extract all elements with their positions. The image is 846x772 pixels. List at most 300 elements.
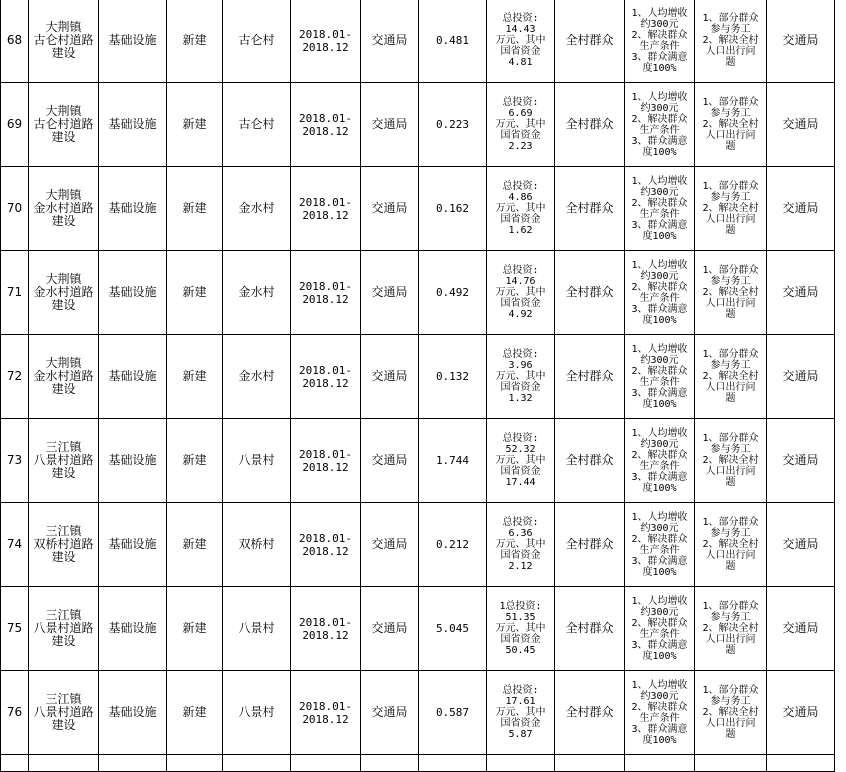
project-name-line: 古仑村道路	[33, 117, 94, 131]
benefit-line: 题	[725, 729, 736, 740]
project-name-cell	[29, 83, 99, 167]
implementing-unit-cell: 交通局	[361, 167, 419, 251]
project-name-line: 八景村道路	[33, 453, 94, 467]
category-cell: 基础设施	[99, 251, 167, 335]
investment-line: 总投资:	[502, 13, 539, 24]
goals-line: 3、群众满意	[631, 639, 688, 651]
table-row	[1, 671, 835, 755]
period-line: 2018.01-	[299, 699, 352, 713]
construction-type-cell: 新建	[167, 503, 223, 587]
project-name-line: 建设	[51, 214, 76, 228]
investment-line: 50.45	[505, 645, 536, 656]
benefit-line: 1、部分群众	[702, 517, 759, 528]
construction-type-cell: 新建	[167, 0, 223, 83]
investment-line: 总投资:	[502, 97, 539, 108]
row-number-cell: 69	[1, 83, 29, 167]
benefit-line: 2、解决全村	[702, 35, 759, 46]
investment-line: 国省资金	[500, 46, 541, 57]
investment-line: 万元、其中	[495, 455, 546, 466]
row-number-cell: 76	[1, 671, 29, 755]
investment-line: 1.32	[508, 393, 533, 404]
empty-cell	[29, 755, 99, 772]
construction-type-cell: 新建	[167, 167, 223, 251]
beneficiary-cell: 全村群众	[555, 503, 625, 587]
investment-line: 3.96	[508, 360, 533, 371]
project-name-line: 三江镇	[45, 692, 82, 706]
period-line: 2018.12	[302, 292, 349, 306]
category-cell: 基础设施	[99, 587, 167, 671]
village-cell: 八景村	[223, 419, 291, 503]
amount-cell: 0.212	[419, 503, 487, 587]
benefit-mechanism-cell	[695, 587, 767, 671]
benefit-line: 参与务工	[710, 192, 751, 203]
investment-line: 国省资金	[500, 718, 541, 729]
project-name-line: 建设	[51, 130, 76, 144]
goals-line: 度100%	[642, 650, 677, 662]
benefit-line: 参与务工	[710, 24, 751, 35]
goals-line: 1、人均增收	[631, 679, 688, 691]
project-name-cell	[29, 167, 99, 251]
project-name-line: 八景村道路	[33, 621, 94, 635]
project-name-cell	[29, 419, 99, 503]
benefit-line: 参与务工	[710, 360, 751, 371]
investment-line: 14.76	[505, 276, 536, 287]
goals-cell	[625, 251, 695, 335]
investment-cell	[487, 587, 555, 671]
project-name-line: 双桥村道路	[33, 537, 94, 551]
implementing-unit-cell: 交通局	[361, 503, 419, 587]
table-row	[1, 335, 835, 419]
investment-line: 万元、其中	[495, 203, 546, 214]
benefit-line: 参与务工	[710, 108, 751, 119]
project-name-line: 建设	[51, 634, 76, 648]
investment-line: 总投资:	[502, 517, 539, 528]
empty-cell	[487, 755, 555, 772]
investment-line: 总投资:	[502, 433, 539, 444]
period-line: 2018.01-	[299, 363, 352, 377]
goals-cell	[625, 503, 695, 587]
investment-cell	[487, 83, 555, 167]
beneficiary-cell: 全村群众	[555, 587, 625, 671]
empty-cell	[419, 755, 487, 772]
investment-line: 6.69	[508, 108, 533, 119]
goals-cell	[625, 0, 695, 83]
goals-line: 约300元	[640, 270, 679, 282]
row-number-cell: 72	[1, 335, 29, 419]
goals-cell	[625, 419, 695, 503]
project-name-line: 三江镇	[45, 440, 82, 454]
project-name-line: 古仑村道路	[33, 33, 94, 47]
period-cell	[291, 503, 361, 587]
goals-line: 2、解决群众	[631, 701, 688, 713]
benefit-line: 题	[725, 57, 736, 68]
goals-line: 度100%	[642, 566, 677, 578]
goals-line: 3、群众满意	[631, 303, 688, 315]
amount-cell: 0.481	[419, 0, 487, 83]
goals-line: 2、解决群众	[631, 449, 688, 461]
department-cell: 交通局	[767, 671, 835, 755]
goals-line: 2、解决群众	[631, 617, 688, 629]
investment-line: 万元、其中	[495, 623, 546, 634]
goals-line: 生产条件	[639, 376, 680, 388]
project-name-line: 三江镇	[45, 608, 82, 622]
category-cell: 基础设施	[99, 167, 167, 251]
investment-line: 国省资金	[500, 466, 541, 477]
table-body	[1, 0, 835, 772]
project-name-cell	[29, 503, 99, 587]
goals-line: 1、人均增收	[631, 595, 688, 607]
department-cell: 交通局	[767, 419, 835, 503]
goals-line: 生产条件	[639, 460, 680, 472]
period-cell	[291, 419, 361, 503]
category-cell: 基础设施	[99, 419, 167, 503]
benefit-line: 人口出行问	[705, 382, 756, 393]
investment-line: 万元、其中	[495, 35, 546, 46]
benefit-line: 1、部分群众	[702, 265, 759, 276]
empty-cell	[167, 755, 223, 772]
benefit-line: 题	[725, 645, 736, 656]
period-cell	[291, 671, 361, 755]
category-cell: 基础设施	[99, 671, 167, 755]
empty-cell	[555, 755, 625, 772]
goals-line: 1、人均增收	[631, 511, 688, 523]
empty-cell	[223, 755, 291, 772]
goals-line: 生产条件	[639, 208, 680, 220]
investment-line: 14.43	[505, 24, 536, 35]
investment-line: 国省资金	[500, 298, 541, 309]
investment-line: 国省资金	[500, 634, 541, 645]
investment-line: 国省资金	[500, 382, 541, 393]
project-name-line: 金水村道路	[33, 201, 94, 215]
village-cell: 金水村	[223, 335, 291, 419]
period-line: 2018.01-	[299, 447, 352, 461]
benefit-line: 2、解决全村	[702, 455, 759, 466]
benefit-mechanism-cell	[695, 419, 767, 503]
benefit-line: 1、部分群众	[702, 349, 759, 360]
period-line: 2018.12	[302, 628, 349, 642]
goals-line: 1、人均增收	[631, 175, 688, 187]
goals-cell	[625, 671, 695, 755]
benefit-line: 1、部分群众	[702, 97, 759, 108]
goals-line: 3、群众满意	[631, 555, 688, 567]
investment-line: 总投资:	[502, 349, 539, 360]
implementing-unit-cell: 交通局	[361, 83, 419, 167]
project-name-line: 大荆镇	[45, 356, 82, 370]
period-line: 2018.01-	[299, 27, 352, 41]
village-cell: 金水村	[223, 251, 291, 335]
project-name-line: 金水村道路	[33, 369, 94, 383]
implementing-unit-cell: 交通局	[361, 587, 419, 671]
project-name-line: 金水村道路	[33, 285, 94, 299]
implementing-unit-cell: 交通局	[361, 335, 419, 419]
row-number-cell: 73	[1, 419, 29, 503]
project-name-cell	[29, 587, 99, 671]
row-number-cell: 71	[1, 251, 29, 335]
goals-line: 3、群众满意	[631, 219, 688, 231]
goals-line: 约300元	[640, 186, 679, 198]
period-cell	[291, 0, 361, 83]
investment-line: 国省资金	[500, 550, 541, 561]
goals-line: 生产条件	[639, 712, 680, 724]
benefit-line: 1、部分群众	[702, 685, 759, 696]
row-number-cell: 75	[1, 587, 29, 671]
benefit-line: 人口出行问	[705, 634, 756, 645]
project-name-line: 建设	[51, 46, 76, 60]
benefit-line: 题	[725, 561, 736, 572]
beneficiary-cell: 全村群众	[555, 83, 625, 167]
goals-line: 度100%	[642, 482, 677, 494]
goals-line: 1、人均增收	[631, 7, 688, 19]
beneficiary-cell: 全村群众	[555, 335, 625, 419]
empty-cell	[291, 755, 361, 772]
period-cell	[291, 251, 361, 335]
goals-line: 3、群众满意	[631, 471, 688, 483]
amount-cell: 0.223	[419, 83, 487, 167]
goals-cell	[625, 167, 695, 251]
goals-line: 生产条件	[639, 292, 680, 304]
table-row	[1, 503, 835, 587]
project-name-line: 大荆镇	[45, 272, 82, 286]
project-name-cell	[29, 0, 99, 83]
investment-line: 4.81	[508, 57, 533, 68]
department-cell: 交通局	[767, 335, 835, 419]
goals-line: 度100%	[642, 314, 677, 326]
benefit-mechanism-cell	[695, 0, 767, 83]
investment-line: 总投资:	[502, 685, 539, 696]
amount-cell: 0.587	[419, 671, 487, 755]
project-name-line: 三江镇	[45, 524, 82, 538]
benefit-line: 参与务工	[710, 444, 751, 455]
goals-line: 3、群众满意	[631, 387, 688, 399]
goals-cell	[625, 335, 695, 419]
investment-cell	[487, 503, 555, 587]
empty-cell	[361, 755, 419, 772]
benefit-line: 1、部分群众	[702, 181, 759, 192]
table-row	[1, 419, 835, 503]
implementing-unit-cell: 交通局	[361, 419, 419, 503]
implementing-unit-cell: 交通局	[361, 0, 419, 83]
table-row	[1, 587, 835, 671]
village-cell: 八景村	[223, 671, 291, 755]
period-cell	[291, 83, 361, 167]
benefit-mechanism-cell	[695, 671, 767, 755]
period-line: 2018.01-	[299, 615, 352, 629]
project-name-line: 八景村道路	[33, 705, 94, 719]
goals-line: 2、解决群众	[631, 29, 688, 41]
period-cell	[291, 335, 361, 419]
category-cell: 基础设施	[99, 0, 167, 83]
investment-line: 万元、其中	[495, 539, 546, 550]
table-row	[1, 83, 835, 167]
benefit-line: 人口出行问	[705, 718, 756, 729]
project-name-line: 大荆镇	[45, 104, 82, 118]
investment-cell	[487, 251, 555, 335]
goals-line: 2、解决群众	[631, 533, 688, 545]
implementing-unit-cell: 交通局	[361, 671, 419, 755]
goals-cell	[625, 587, 695, 671]
project-name-cell	[29, 251, 99, 335]
department-cell: 交通局	[767, 83, 835, 167]
village-cell: 双桥村	[223, 503, 291, 587]
period-line: 2018.01-	[299, 531, 352, 545]
investment-line: 52.32	[505, 444, 536, 455]
project-name-line: 大荆镇	[45, 20, 82, 34]
project-name-line: 建设	[51, 382, 76, 396]
amount-cell: 0.132	[419, 335, 487, 419]
goals-line: 3、群众满意	[631, 51, 688, 63]
amount-cell: 0.492	[419, 251, 487, 335]
investment-line: 4.86	[508, 192, 533, 203]
benefit-line: 2、解决全村	[702, 623, 759, 634]
benefit-line: 2、解决全村	[702, 707, 759, 718]
goals-line: 生产条件	[639, 628, 680, 640]
empty-cell	[99, 755, 167, 772]
period-line: 2018.12	[302, 460, 349, 474]
benefit-line: 2、解决全村	[702, 287, 759, 298]
benefit-line: 2、解决全村	[702, 371, 759, 382]
goals-line: 度100%	[642, 230, 677, 242]
project-name-cell	[29, 335, 99, 419]
beneficiary-cell: 全村群众	[555, 167, 625, 251]
investment-line: 2.12	[508, 561, 533, 572]
period-cell	[291, 587, 361, 671]
benefit-line: 题	[725, 393, 736, 404]
construction-type-cell: 新建	[167, 671, 223, 755]
benefit-line: 人口出行问	[705, 214, 756, 225]
goals-line: 1、人均增收	[631, 343, 688, 355]
amount-cell: 5.045	[419, 587, 487, 671]
benefit-line: 人口出行问	[705, 298, 756, 309]
table-row	[1, 251, 835, 335]
investment-line: 4.92	[508, 309, 533, 320]
investment-line: 17.44	[505, 477, 536, 488]
goals-line: 度100%	[642, 734, 677, 746]
investment-line: 万元、其中	[495, 707, 546, 718]
goals-line: 度100%	[642, 398, 677, 410]
goals-line: 生产条件	[639, 544, 680, 556]
empty-cell	[1, 755, 29, 772]
goals-line: 约300元	[640, 18, 679, 30]
benefit-line: 人口出行问	[705, 130, 756, 141]
benefit-line: 题	[725, 141, 736, 152]
investment-line: 总投资:	[502, 181, 539, 192]
goals-line: 约300元	[640, 690, 679, 702]
benefit-line: 题	[725, 225, 736, 236]
village-cell: 金水村	[223, 167, 291, 251]
category-cell: 基础设施	[99, 83, 167, 167]
benefit-line: 人口出行问	[705, 46, 756, 57]
period-line: 2018.01-	[299, 195, 352, 209]
investment-line: 6.36	[508, 528, 533, 539]
row-number-cell: 68	[1, 0, 29, 83]
investment-cell	[487, 671, 555, 755]
goals-line: 约300元	[640, 522, 679, 534]
investment-line: 万元、其中	[495, 371, 546, 382]
investment-cell	[487, 0, 555, 83]
investment-line: 万元、其中	[495, 119, 546, 130]
investment-line: 国省资金	[500, 130, 541, 141]
category-cell: 基础设施	[99, 503, 167, 587]
benefit-mechanism-cell	[695, 167, 767, 251]
goals-cell	[625, 83, 695, 167]
department-cell: 交通局	[767, 0, 835, 83]
department-cell: 交通局	[767, 251, 835, 335]
benefit-line: 题	[725, 477, 736, 488]
benefit-line: 参与务工	[710, 528, 751, 539]
benefit-line: 参与务工	[710, 696, 751, 707]
project-name-line: 建设	[51, 466, 76, 480]
category-cell: 基础设施	[99, 335, 167, 419]
period-line: 2018.12	[302, 124, 349, 138]
village-cell: 八景村	[223, 587, 291, 671]
goals-line: 1、人均增收	[631, 259, 688, 271]
benefit-mechanism-cell	[695, 83, 767, 167]
investment-line: 国省资金	[500, 214, 541, 225]
empty-cell	[625, 755, 695, 772]
goals-line: 3、群众满意	[631, 723, 688, 735]
benefit-line: 1、部分群众	[702, 13, 759, 24]
construction-type-cell: 新建	[167, 251, 223, 335]
beneficiary-cell: 全村群众	[555, 251, 625, 335]
investment-line: 万元、其中	[495, 287, 546, 298]
goals-line: 2、解决群众	[631, 197, 688, 209]
period-line: 2018.12	[302, 376, 349, 390]
village-cell: 古仑村	[223, 83, 291, 167]
department-cell: 交通局	[767, 167, 835, 251]
period-line: 2018.12	[302, 40, 349, 54]
goals-line: 2、解决群众	[631, 113, 688, 125]
investment-line: 2.23	[508, 141, 533, 152]
table-row	[1, 0, 835, 83]
goals-line: 2、解决群众	[631, 365, 688, 377]
investment-cell	[487, 335, 555, 419]
benefit-mechanism-cell	[695, 335, 767, 419]
project-name-line: 建设	[51, 298, 76, 312]
project-name-line: 建设	[51, 550, 76, 564]
empty-cell	[695, 755, 767, 772]
goals-line: 1、人均增收	[631, 91, 688, 103]
amount-cell: 0.162	[419, 167, 487, 251]
construction-type-cell: 新建	[167, 335, 223, 419]
goals-line: 2、解决群众	[631, 281, 688, 293]
project-name-cell	[29, 671, 99, 755]
project-name-line: 大荆镇	[45, 188, 82, 202]
goals-line: 度100%	[642, 146, 677, 158]
benefit-mechanism-cell	[695, 503, 767, 587]
period-line: 2018.01-	[299, 279, 352, 293]
benefit-line: 人口出行问	[705, 550, 756, 561]
investment-line: 5.87	[508, 729, 533, 740]
goals-line: 生产条件	[639, 124, 680, 136]
benefit-line: 2、解决全村	[702, 119, 759, 130]
benefit-line: 1、部分群众	[702, 601, 759, 612]
goals-line: 约300元	[640, 438, 679, 450]
table-row-partial	[1, 755, 835, 772]
benefit-line: 参与务工	[710, 612, 751, 623]
amount-cell: 1.744	[419, 419, 487, 503]
period-cell	[291, 167, 361, 251]
construction-type-cell: 新建	[167, 587, 223, 671]
village-cell: 古仑村	[223, 0, 291, 83]
benefit-line: 参与务工	[710, 276, 751, 287]
beneficiary-cell: 全村群众	[555, 0, 625, 83]
benefit-mechanism-cell	[695, 251, 767, 335]
benefit-line: 题	[725, 309, 736, 320]
benefit-line: 2、解决全村	[702, 539, 759, 550]
beneficiary-cell: 全村群众	[555, 671, 625, 755]
period-line: 2018.12	[302, 712, 349, 726]
beneficiary-cell: 全村群众	[555, 419, 625, 503]
